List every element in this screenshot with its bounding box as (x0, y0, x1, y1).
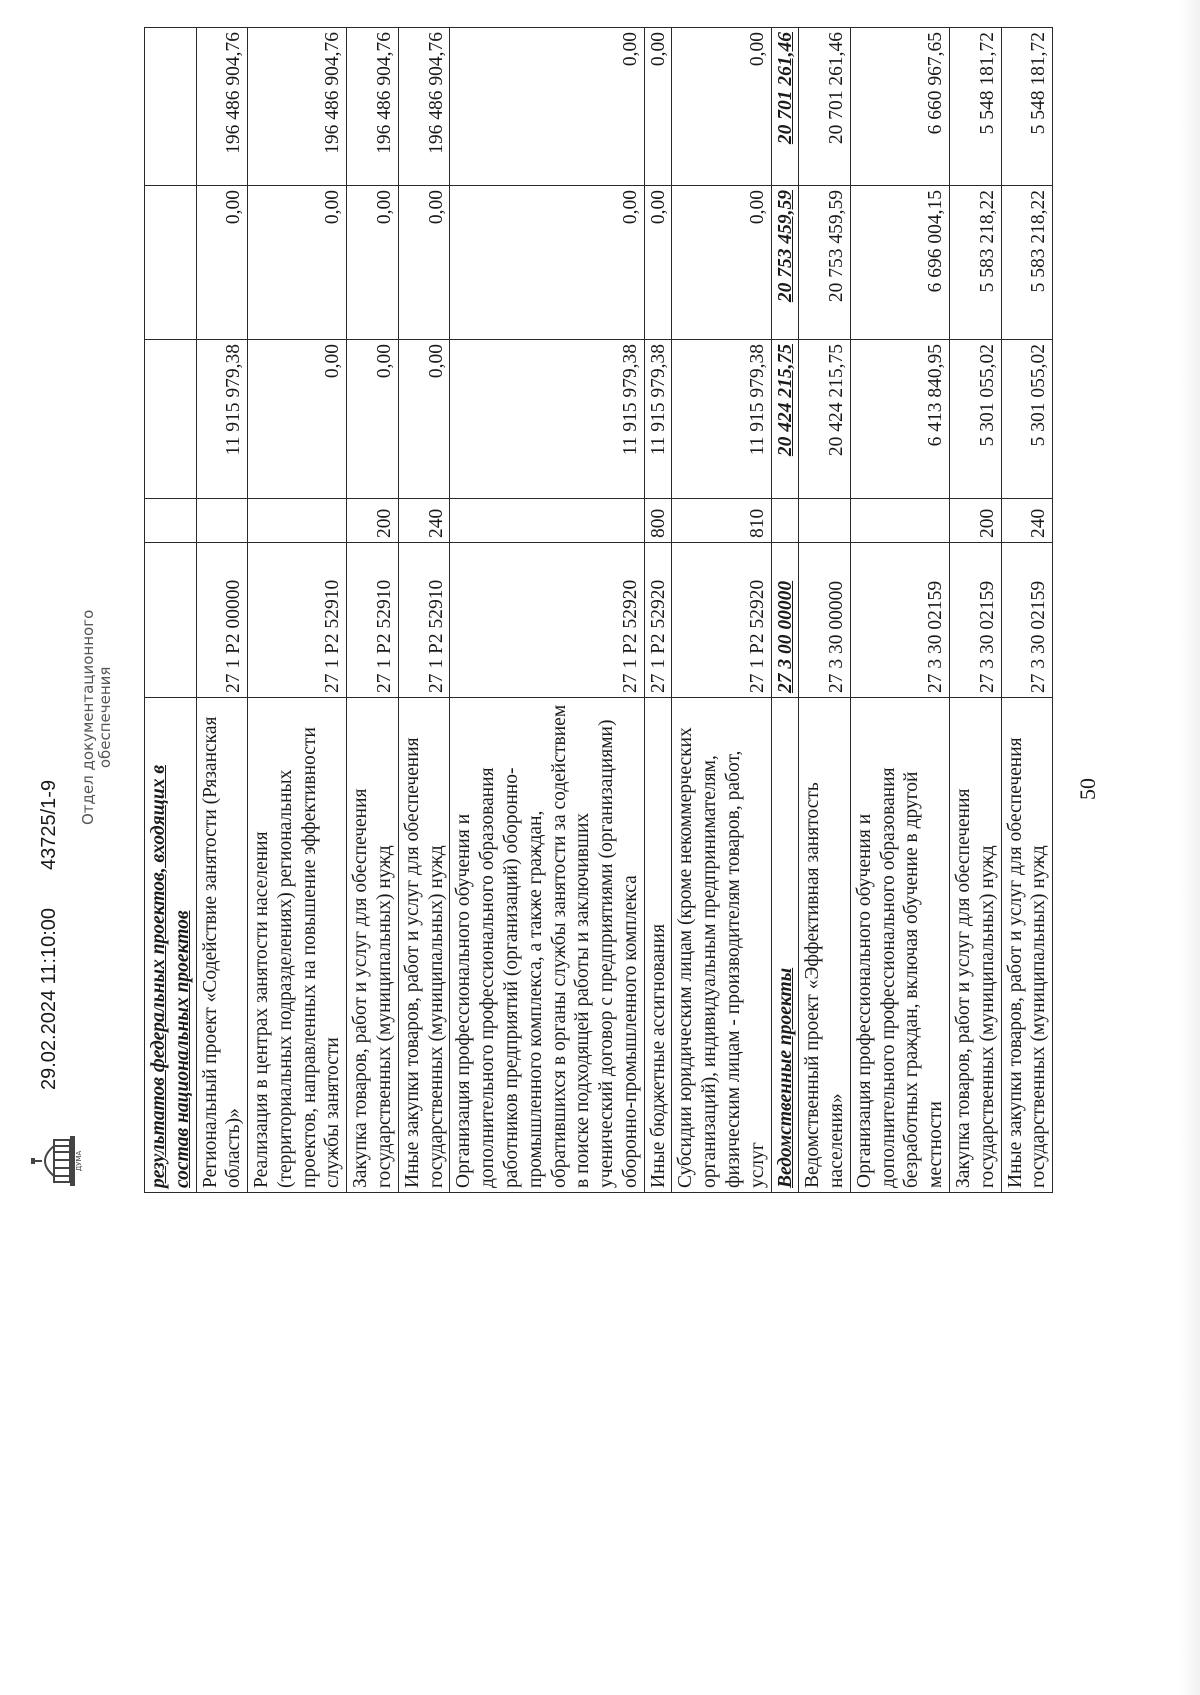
row-value-2: 0,00 (196, 186, 248, 340)
svg-text:ДУМА: ДУМА (75, 1150, 83, 1172)
row-value-1 (145, 340, 197, 499)
row-name: Иные бюджетные ассигнования (644, 698, 672, 1193)
row-expense-type (248, 499, 347, 543)
row-code: 27 1 Р2 52920 (672, 543, 771, 698)
row-value-3: 0,00 (644, 28, 672, 186)
row-value-2: 0,00 (248, 186, 347, 340)
row-name: результатов федеральных проектов, входящих в состав национальных проектов (145, 698, 197, 1193)
row-name: Реализация в центрах занятости населения (территориальных подразделениях) региональных проектов, направленных на повышение эффективности службы занятости (248, 698, 347, 1193)
row-value-3: 20 701 261,46 (799, 28, 851, 186)
row-name: Иные закупки товаров, работ и услуг для обеспечения государственных (муниципальных) нужд (1001, 698, 1053, 1193)
page-number: 50 (1075, 778, 1100, 800)
row-name: Субсидии юридическим лицам (кроме некоммерческих организаций), индивидуальным предпринимателям, физическим лицам - производителям товаров, работ, услуг (672, 698, 771, 1193)
row-value-1: 11 915 979,38 (450, 340, 644, 499)
row-code (145, 543, 197, 698)
row-value-2: 6 696 004,15 (850, 186, 949, 340)
stamp-line-2: обеспечения (96, 666, 115, 769)
row-value-2: 0,00 (347, 186, 399, 340)
row-value-1: 11 915 979,38 (196, 340, 248, 499)
table-row (248, 28, 347, 1193)
footer-date: 29.02.2024 11:10:00 (38, 907, 60, 1090)
row-name: Региональный проект «Содействие занятости (Рязанская область)» (196, 698, 248, 1193)
row-value-1: 11 915 979,38 (644, 340, 672, 499)
row-value-2: 0,00 (398, 186, 450, 340)
table-row (771, 28, 799, 1193)
row-value-1: 20 424 215,75 (771, 340, 799, 499)
row-expense-type: 200 (347, 499, 399, 543)
row-value-3: 20 701 261,46 (771, 28, 799, 186)
row-code: 27 1 Р2 52920 (450, 543, 644, 698)
table-row (450, 28, 644, 1193)
table-row (347, 28, 399, 1193)
row-value-1: 0,00 (398, 340, 450, 499)
table-row (398, 28, 450, 1193)
row-code: 27 1 Р2 00000 (196, 543, 248, 698)
row-expense-type: 240 (398, 499, 450, 543)
row-value-1: 0,00 (248, 340, 347, 499)
row-name: Иные закупки товаров, работ и услуг для обеспечения государственных (муниципальных) нужд (398, 698, 450, 1193)
table-row (672, 28, 771, 1193)
row-code: 27 3 30 02159 (1001, 543, 1053, 698)
table-row (145, 28, 197, 1193)
row-code: 27 3 00 00000 (771, 543, 799, 698)
row-expense-type: 810 (672, 499, 771, 543)
budget-table (144, 27, 1053, 1193)
row-expense-type (450, 499, 644, 543)
stamp-line-1: Отдел документационного (79, 609, 97, 825)
row-value-3: 196 486 904,76 (398, 28, 450, 186)
row-value-1: 20 424 215,75 (799, 340, 851, 499)
row-value-1: 0,00 (347, 340, 399, 499)
table-row (644, 28, 672, 1193)
table-row (850, 28, 949, 1193)
row-code: 27 3 30 02159 (950, 543, 1002, 698)
row-value-2: 0,00 (672, 186, 771, 340)
row-value-3: 196 486 904,76 (347, 28, 399, 186)
duma-building-logo (30, 1132, 82, 1190)
row-value-3: 5 548 181,72 (950, 28, 1002, 186)
row-value-1: 6 413 840,95 (850, 340, 949, 499)
table-row (799, 28, 851, 1193)
row-expense-type (799, 499, 851, 543)
row-value-2 (145, 186, 197, 340)
table-row (950, 28, 1002, 1193)
row-expense-type: 240 (1001, 499, 1053, 543)
row-value-3: 196 486 904,76 (248, 28, 347, 186)
row-value-2: 5 583 218,22 (1001, 186, 1053, 340)
footer-doc-id: 43725/1-9 (38, 779, 60, 870)
row-value-1: 5 301 055,02 (950, 340, 1002, 499)
row-name: Ведомственный проект «Эффективная занятость населения» (799, 698, 851, 1193)
row-name: Организация профессионального обучения и дополнительного профессионального образования работников предприятий (организаций) оборонно-промышленного комплекса, а также граждан, обратившихся в органы службы занятости за содействием в поиске подходящей работы и заключивших ученический договор с предприятиями (организациями) оборонно-промышленного комплекса (450, 698, 644, 1193)
row-expense-type (850, 499, 949, 543)
row-value-3: 6 660 967,65 (850, 28, 949, 186)
row-name: Закупка товаров, работ и услуг для обеспечения государственных (муниципальных) нужд (950, 698, 1002, 1193)
row-value-1: 11 915 979,38 (672, 340, 771, 499)
row-name: Организация профессионального обучения и дополнительного профессионального образования безработных граждан, включая обучение в другой местности (850, 698, 949, 1193)
row-code: 27 3 30 00000 (799, 543, 851, 698)
row-expense-type (771, 499, 799, 543)
row-value-2: 5 583 218,22 (950, 186, 1002, 340)
row-code: 27 1 Р2 52910 (347, 543, 399, 698)
table-row (1001, 28, 1053, 1193)
row-value-2: 20 753 459,59 (799, 186, 851, 340)
row-code: 27 1 Р2 52920 (644, 543, 672, 698)
row-code: 27 1 Р2 52910 (248, 543, 347, 698)
row-name: Ведомственные проекты (771, 698, 799, 1193)
row-value-3: 0,00 (672, 28, 771, 186)
row-expense-type: 200 (950, 499, 1002, 543)
budget-table-body (145, 28, 1053, 1193)
row-value-3 (145, 28, 197, 186)
row-code: 27 1 Р2 52910 (398, 543, 450, 698)
row-value-1: 5 301 055,02 (1001, 340, 1053, 499)
row-value-2: 0,00 (450, 186, 644, 340)
row-expense-type (196, 499, 248, 543)
department-stamp (80, 610, 115, 825)
row-expense-type: 800 (644, 499, 672, 543)
row-name: Закупка товаров, работ и услуг для обеспечения государственных (муниципальных) нужд (347, 698, 399, 1193)
table-row (196, 28, 248, 1193)
row-value-2: 20 753 459,59 (771, 186, 799, 340)
row-expense-type (145, 499, 197, 543)
row-value-2: 0,00 (644, 186, 672, 340)
row-value-3: 5 548 181,72 (1001, 28, 1053, 186)
row-value-3: 196 486 904,76 (196, 28, 248, 186)
row-value-3: 0,00 (450, 28, 644, 186)
row-code: 27 3 30 02159 (850, 543, 949, 698)
